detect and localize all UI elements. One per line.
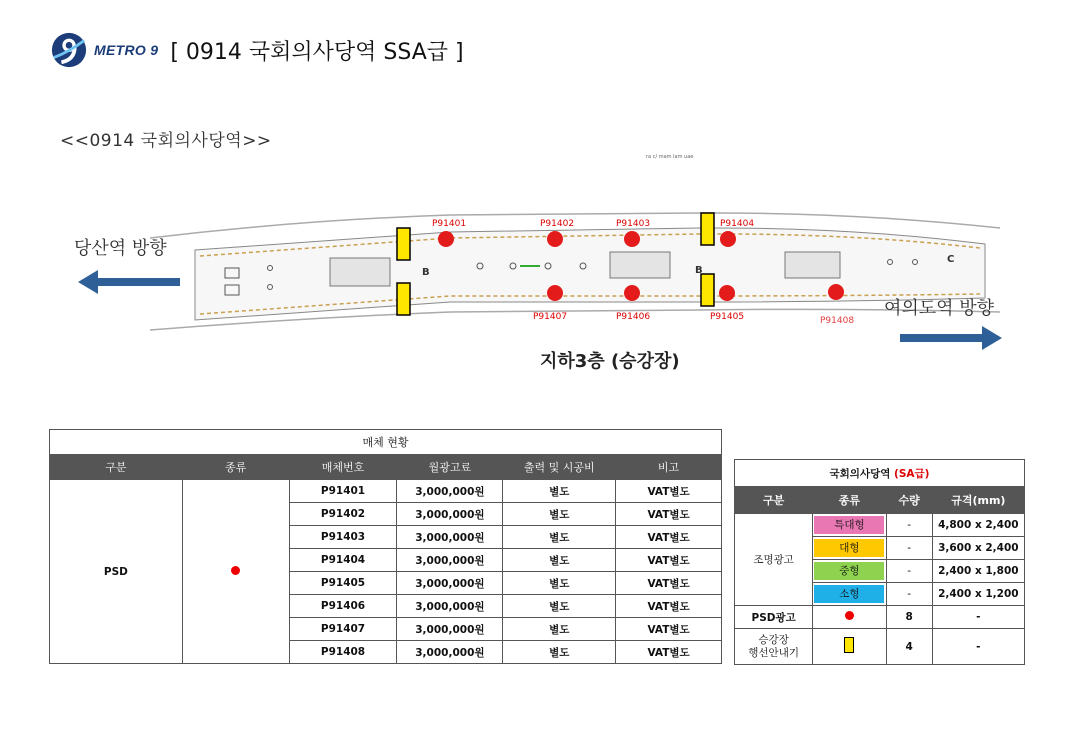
media-number: P91405 [289, 572, 397, 595]
guide-label-line: 승강장 [758, 633, 789, 646]
remarks: VAT별도 [616, 549, 722, 572]
arrow-left-icon [78, 270, 180, 294]
monthly-fee: 3,000,000원 [397, 595, 503, 618]
quantity: 4 [886, 629, 932, 665]
lighting-label: 조명광고 [735, 514, 813, 606]
type-swatch: 소형 [814, 585, 884, 603]
table-row [735, 514, 1025, 537]
media-table [49, 429, 722, 664]
media-number: P91402 [289, 503, 397, 526]
guide-board-icon [397, 283, 410, 315]
psd-marker [624, 231, 640, 247]
media-number: P91403 [289, 526, 397, 549]
type-swatch: 중형 [814, 562, 884, 580]
type-swatch: 대형 [814, 539, 884, 557]
table-row [735, 606, 1025, 629]
production-cost: 별도 [503, 572, 616, 595]
production-cost: 별도 [503, 526, 616, 549]
remarks: VAT별도 [616, 503, 722, 526]
red-dot-icon [845, 611, 854, 620]
column-header: 규격(mm) [932, 487, 1024, 514]
guide-type-cell [813, 629, 886, 665]
diagram-caption: <<0914 국회의사당역>> [60, 131, 272, 151]
page-title: [ 0914 국회의사당역 SSA급 ] [170, 39, 464, 65]
media-number: P91408 [289, 641, 397, 664]
psd-marker [828, 284, 844, 300]
psd-marker [720, 231, 736, 247]
table-row [735, 629, 1025, 665]
column-header: 수량 [886, 487, 932, 514]
red-dot-icon [231, 566, 240, 575]
monthly-fee: 3,000,000원 [397, 549, 503, 572]
production-cost: 별도 [503, 618, 616, 641]
psd-type-cell [182, 480, 289, 664]
size: 2,400 x 1,200 [932, 583, 1024, 606]
psd-label: PSD광고 [735, 606, 813, 629]
guide-label-line: 행선안내기 [748, 646, 799, 659]
column-header: 종류 [813, 487, 886, 514]
remarks: VAT별도 [616, 641, 722, 664]
column-header: 출력 및 시공비 [503, 455, 616, 480]
remarks: VAT별도 [616, 572, 722, 595]
column-header: 비고 [616, 455, 722, 480]
quantity: 8 [886, 606, 932, 629]
floor-label: 지하3층 (승강장) [540, 351, 680, 372]
remarks: VAT별도 [616, 526, 722, 549]
logo-text: METRO 9 [94, 42, 159, 58]
media-number: P91407 [289, 618, 397, 641]
column-header: 구분 [50, 455, 183, 480]
quantity: - [886, 583, 932, 606]
group-label: PSD [50, 480, 183, 664]
monthly-fee: 3,000,000원 [397, 572, 503, 595]
psd-marker [438, 231, 454, 247]
summary-table-caption [735, 460, 1025, 487]
media-number: P91406 [289, 595, 397, 618]
type-swatch: 특대형 [814, 516, 884, 534]
production-cost: 별도 [503, 641, 616, 664]
marker-label: P91404 [720, 219, 755, 229]
guide-board-icon [701, 213, 714, 245]
station-name: 국회의사당역 [829, 467, 895, 480]
marker-label: P91407 [533, 312, 568, 322]
quantity: - [886, 560, 932, 583]
quantity: - [886, 537, 932, 560]
guide-label [735, 629, 813, 665]
remarks: VAT별도 [616, 618, 722, 641]
column-header: 매체번호 [289, 455, 397, 480]
marker-label: P91406 [616, 312, 651, 322]
stair-label: B [422, 267, 430, 278]
left-direction-label: 당산역 방향 [74, 238, 167, 259]
psd-type-cell [813, 606, 886, 629]
table-row [50, 480, 722, 503]
size: - [932, 629, 1024, 665]
column-header: 월광고료 [397, 455, 503, 480]
stair-label: B [695, 265, 703, 276]
guide-board-icon [701, 274, 714, 306]
media-table-caption: 매체 현황 [50, 430, 722, 455]
marker-label: P91405 [710, 312, 745, 322]
summary-table [734, 459, 1025, 665]
size: 3,600 x 2,400 [932, 537, 1024, 560]
production-cost: 별도 [503, 595, 616, 618]
quantity: - [886, 514, 932, 537]
size: 2,400 x 1,800 [932, 560, 1024, 583]
monthly-fee: 3,000,000원 [397, 641, 503, 664]
arrow-right-icon [900, 326, 1002, 350]
monthly-fee: 3,000,000원 [397, 503, 503, 526]
psd-marker [624, 285, 640, 301]
monthly-fee: 3,000,000원 [397, 480, 503, 503]
marker-label: P91402 [540, 219, 575, 229]
psd-marker [719, 285, 735, 301]
production-cost: 별도 [503, 480, 616, 503]
column-header: 구분 [735, 487, 813, 514]
remarks: VAT별도 [616, 595, 722, 618]
marker-label: P91408 [820, 316, 855, 326]
psd-marker [547, 285, 563, 301]
marker-label: P91401 [432, 219, 467, 229]
grade-label: (SA급) [894, 467, 930, 480]
media-number: P91404 [289, 549, 397, 572]
stair-label: C [947, 254, 955, 265]
column-header: 종류 [182, 455, 289, 480]
guide-board-icon [397, 228, 410, 260]
production-cost: 별도 [503, 503, 616, 526]
monthly-fee: 3,000,000원 [397, 526, 503, 549]
guide-board-icon [844, 637, 854, 653]
production-cost: 별도 [503, 549, 616, 572]
diagram-note: ra c/ mam lam uae [646, 154, 694, 160]
right-direction-label: 여의도역 방향 [884, 298, 995, 319]
psd-marker [547, 231, 563, 247]
size: 4,800 x 2,400 [932, 514, 1024, 537]
size: - [932, 606, 1024, 629]
marker-label: P91403 [616, 219, 651, 229]
monthly-fee: 3,000,000원 [397, 618, 503, 641]
media-number: P91401 [289, 480, 397, 503]
remarks: VAT별도 [616, 480, 722, 503]
